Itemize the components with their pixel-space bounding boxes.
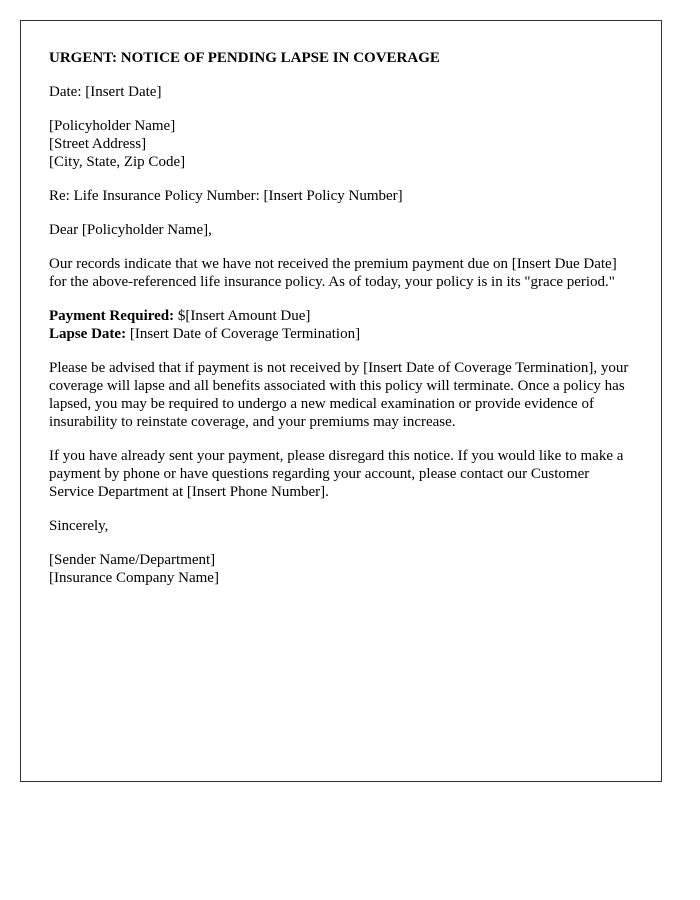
lapse-value: [Insert Date of Coverage Termination] [126,326,361,342]
body-paragraph: If you have already sent your payment, please disregard this notice. If you would like to make a payment by phone or have questions regarding your account, please contact our Customer Service Department at [Insert Phone Number]. [49,448,624,500]
lapse-label: Lapse Date: [49,326,127,342]
signature-line: [Sender Name/Department] [49,552,216,568]
address-line: [Policyholder Name] [49,118,176,134]
letter [20,20,662,782]
salutation: Dear [Policyholder Name], [49,222,212,238]
recipient-address [49,117,633,171]
body-paragraph: Please be advised that if payment is not received by [Insert Date of Coverage Termination], your coverage will lapse and all benefits associated with this policy will terminate. Once a policy has lapsed, you may be required to undergo a new medical examination or provide evidence of insurability to reinstate coverage, and your premiums may increase. [49,360,629,430]
subject-line: Re: Life Insurance Policy Number: [Insert Policy Number] [49,188,403,204]
payment-value: $[Insert Amount Due] [174,308,311,324]
letter-title: URGENT: NOTICE OF PENDING LAPSE IN COVERAGE [49,50,440,66]
body-paragraph: Our records indicate that we have not received the premium payment due on [Insert Due Date] for the above-referenced life insurance policy. As of today, your policy is in its "grace period." [49,256,617,290]
signature-line: [Insurance Company Name] [49,570,219,586]
closing: Sincerely, [49,518,109,534]
payment-details [49,307,633,343]
address-line: [Street Address] [49,136,147,152]
address-line: [City, State, Zip Code] [49,154,186,170]
letter-date: Date: [Insert Date] [49,84,162,100]
payment-label: Payment Required: [49,308,175,324]
signature [49,551,633,587]
